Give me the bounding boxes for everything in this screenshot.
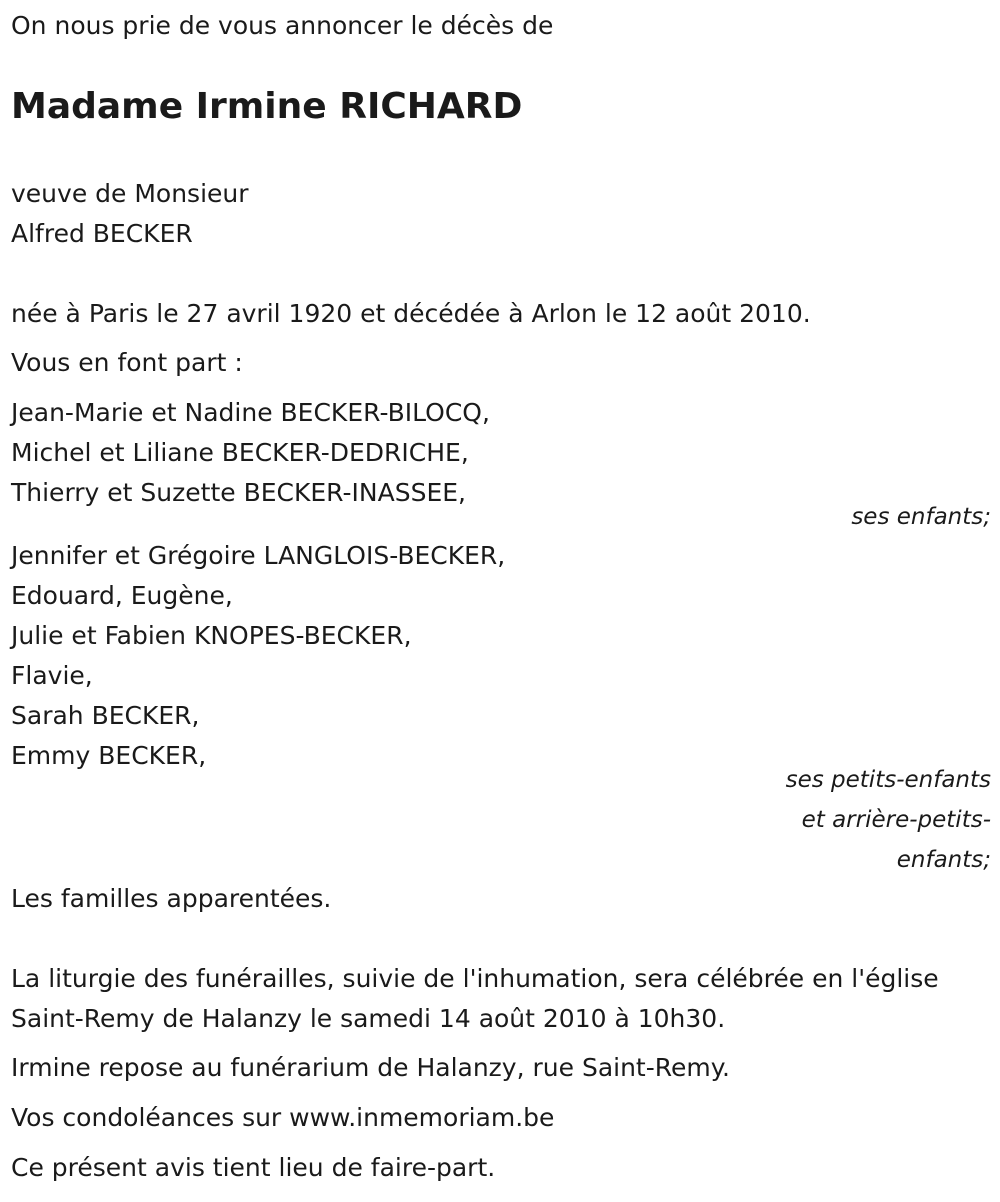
child-entry: Thierry et Suzette BECKER-INASSEE, <box>11 478 467 507</box>
grandchild-entry: Emmy BECKER, <box>11 741 207 770</box>
birth-death-line: née à Paris le 27 avril 1920 et décédée à Arlon le 12 août 2010. <box>11 299 811 328</box>
grandchild-entry: Sarah BECKER, <box>11 701 200 730</box>
deceased-name: Madame Irmine RICHARD <box>11 86 523 127</box>
grandchildren-role-line: enfants; <box>896 847 991 873</box>
notice-line: Ce présent avis tient lieu de faire-part. <box>11 1153 496 1182</box>
condolences-line: Vos condoléances sur www.inmemoriam.be <box>11 1103 555 1132</box>
grandchild-entry: Edouard, Eugène, <box>11 581 233 610</box>
child-entry: Michel et Liliane BECKER-DEDRICHE, <box>11 438 469 467</box>
spouse-line-1: veuve de Monsieur <box>11 179 249 208</box>
grandchild-entry: Flavie, <box>11 661 93 690</box>
spouse-line-2: Alfred BECKER <box>11 219 193 248</box>
grandchild-entry: Jennifer et Grégoire LANGLOIS-BECKER, <box>11 541 506 570</box>
intro-text: On nous prie de vous annoncer le décès de <box>11 11 554 40</box>
children-role: ses enfants; <box>851 504 991 530</box>
font-part-line: Vous en font part : <box>11 348 243 377</box>
families-line: Les familles apparentées. <box>11 884 332 913</box>
grandchildren-role-line: ses petits-enfants <box>785 767 991 793</box>
grandchild-entry: Julie et Fabien KNOPES-BECKER, <box>11 621 412 650</box>
ceremony-line-1: La liturgie des funérailles, suivie de l'inhumation, sera célébrée en l'église <box>11 964 939 993</box>
ceremony-line-2: Saint-Remy de Halanzy le samedi 14 août 2010 à 10h30. <box>11 1004 726 1033</box>
child-entry: Jean-Marie et Nadine BECKER-BILOCQ, <box>11 398 490 427</box>
grandchildren-role-line: et arrière-petits- <box>801 807 991 833</box>
rest-place-line: Irmine repose au funérarium de Halanzy, rue Saint-Remy. <box>11 1053 730 1082</box>
